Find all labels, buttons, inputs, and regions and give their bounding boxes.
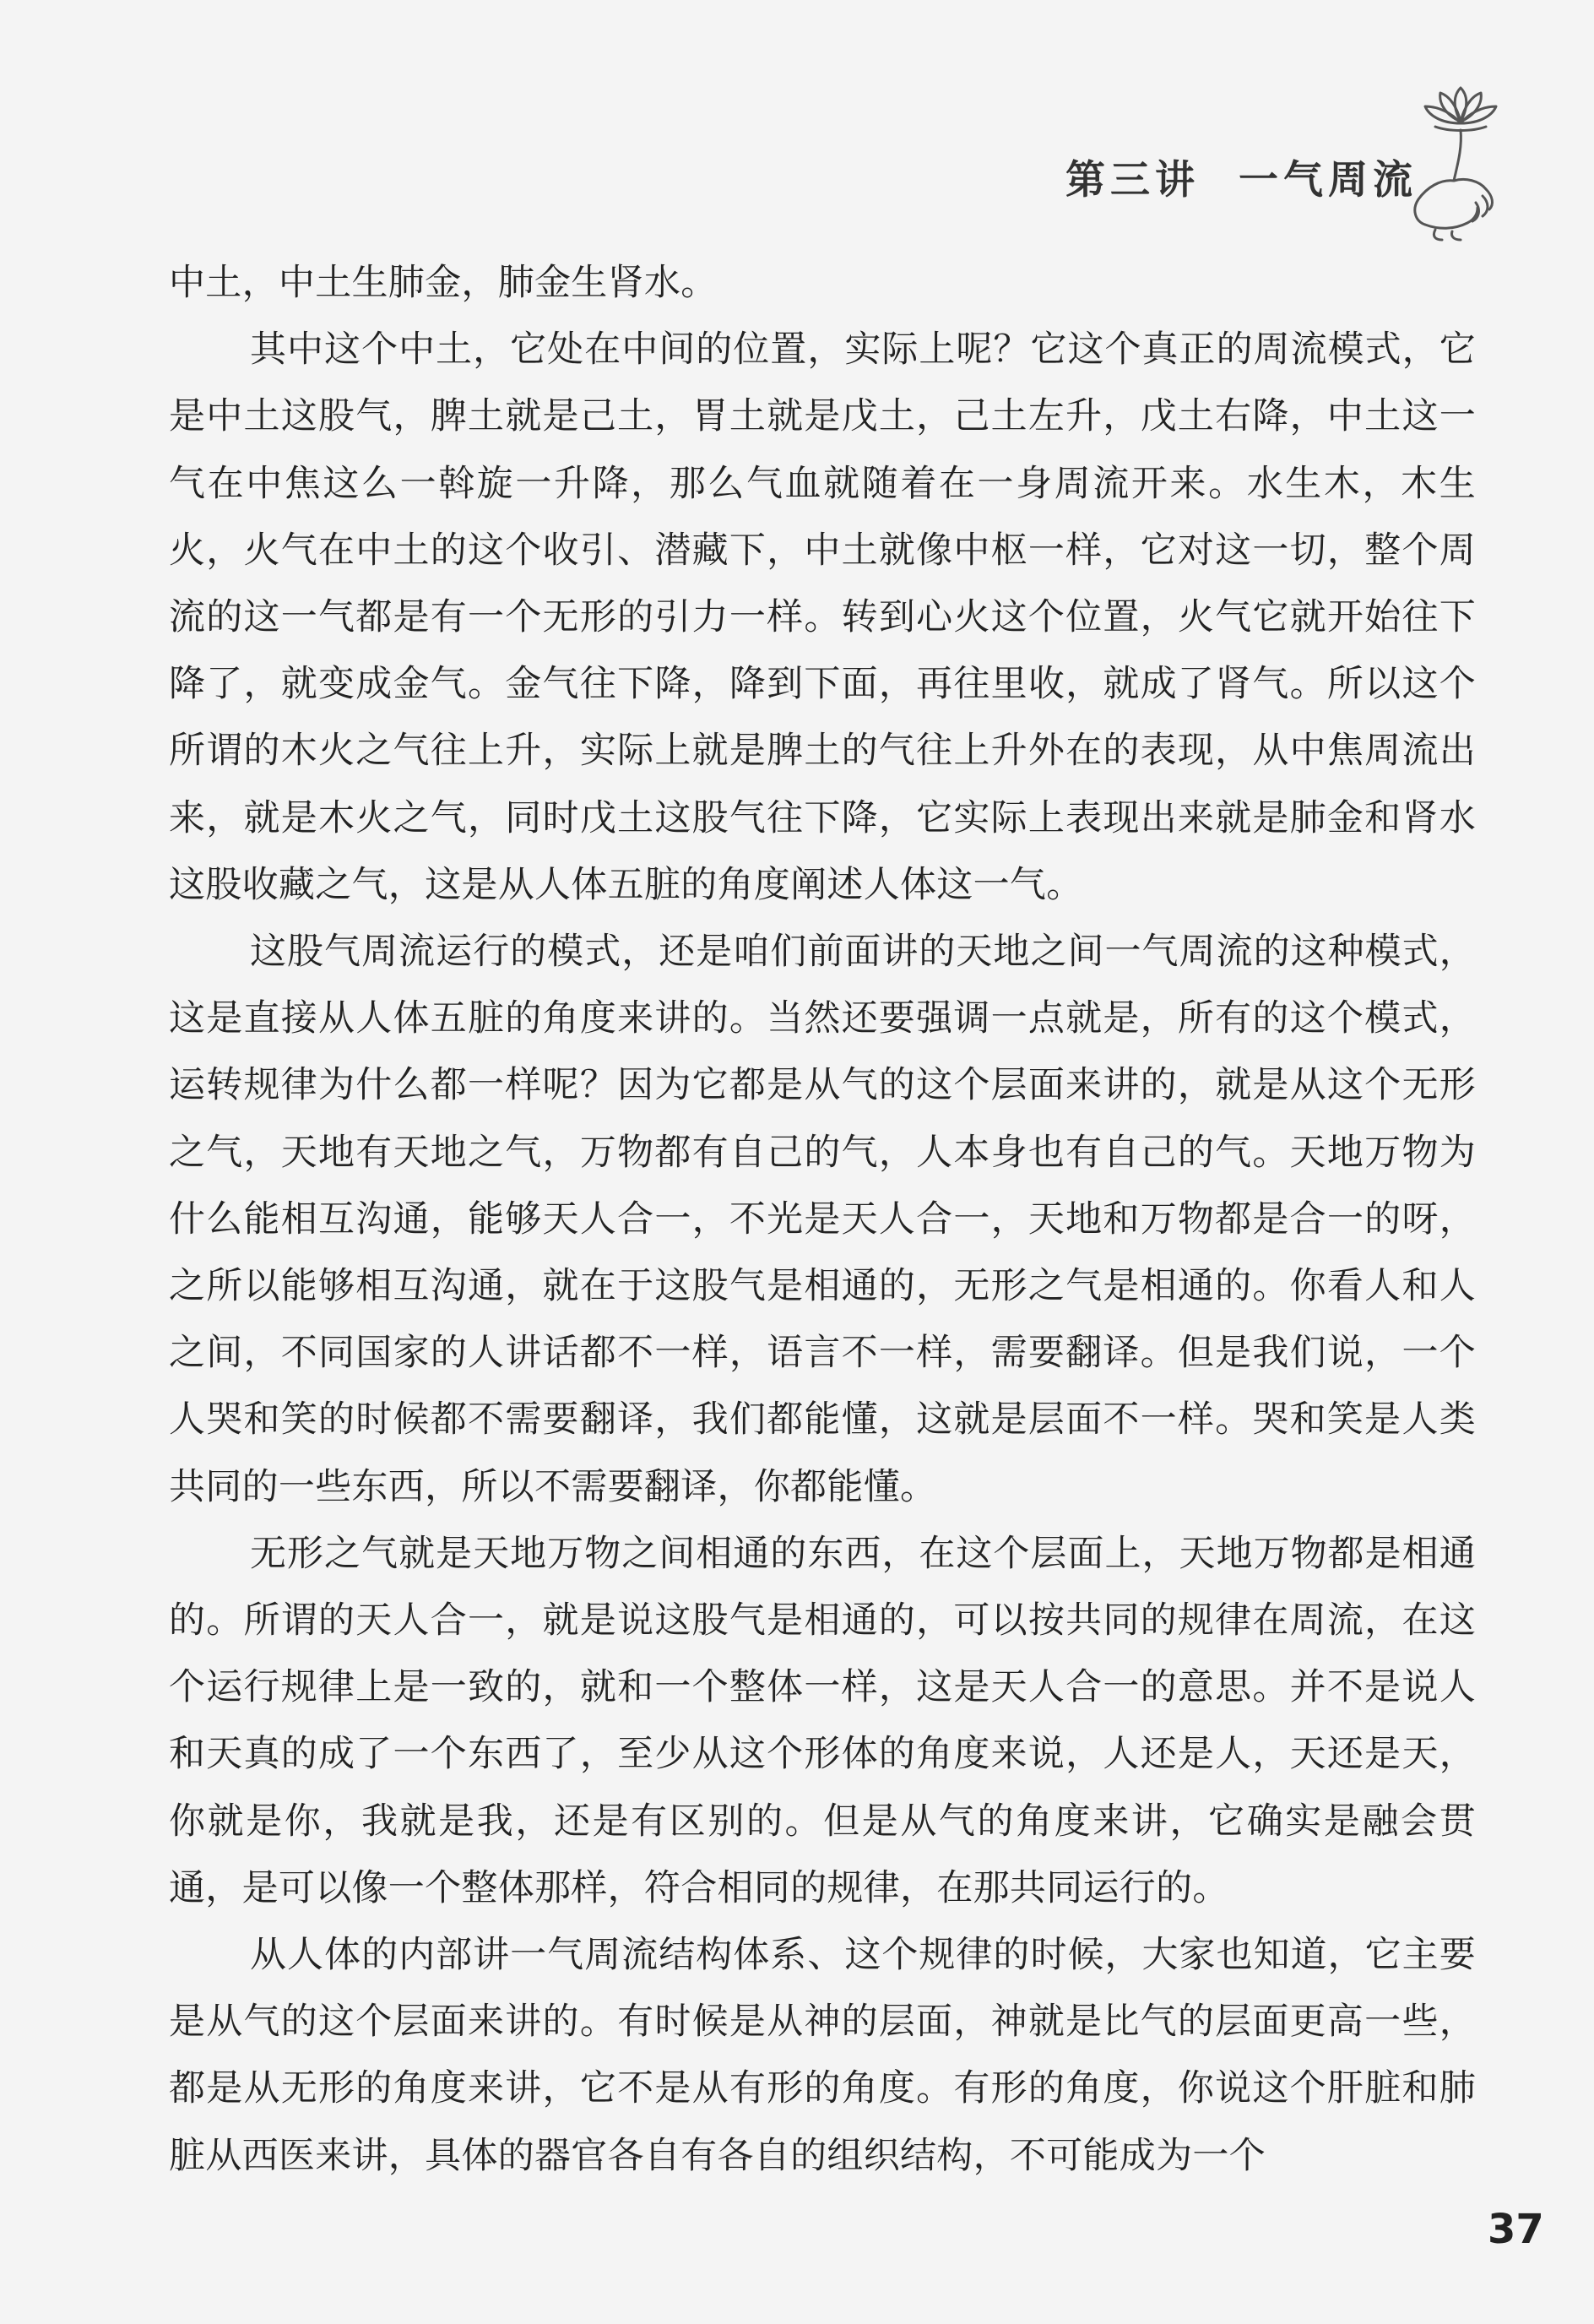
lecture-label: 第三讲 bbox=[1065, 157, 1200, 204]
paragraph-1: 中土，中土生肺金，肺金生肾水。 bbox=[169, 262, 718, 304]
page-number: 37 bbox=[1488, 2206, 1544, 2253]
hand-holding-lotus-icon bbox=[1402, 81, 1520, 242]
body-text bbox=[169, 250, 1476, 2190]
paragraph-3: 这股气周流运行的模式，还是咱们前面讲的天地之间一气周流的这种模式，这是直接从人体五脏的角度来讲的。当然还要强调一点就是，所有的这个模式，运转规律为什么都一样呢？因为它都是从气的这个层面来讲的，就是从这个无形之气，天地有天地之气，万物都有自己的气，人本身也有自己的气。天地万物为什么能相互沟通，能够天人合一，不光是天人合一，天地和万物都是合一的呀，之所以能够相互沟通，就在于这股气是相通的，无形之气是相通的。你看人和人之间，不同国家的人讲话都不一样，语言不一样，需要翻译。但是我们说，一个人哭和笑的时候都不需要翻译，我们都能懂，这就是层面不一样。哭和笑是人类共同的一些东西，所以不需要翻译，你都能懂。 bbox=[169, 931, 1476, 1508]
paragraph-2: 其中这个中土，它处在中间的位置，实际上呢？它这个真正的周流模式，它是中土这股气，脾土就是己土，胃土就是戊土，己土左升，戊土右降，中土这一气在中焦这么一斡旋一升降，那么气血就随着在一身周流开来。水生木，木生火，火气在中土的这个收引、潜藏下，中土就像中枢一样，它对这一切，整个周流的这一气都是有一个无形的引力一样。转到心火这个位置，火气它就开始往下降了，就变成金气。金气往下降，降到下面，再往里收，就成了肾气。所以这个所谓的木火之气往上升，实际上就是脾土的气往上升外在的表现，从中焦周流出来，就是木火之气，同时戊土这股气往下降，它实际上表现出来就是肺金和肾水这股收藏之气，这是从人体五脏的角度阐述人体这一气。 bbox=[169, 329, 1476, 906]
paragraph-5: 从人体的内部讲一气周流结构体系、这个规律的时候，大家也知道，它主要是从气的这个层面来讲的。有时候是从神的层面，神就是比气的层面更高一些，都是从无形的角度来讲，它不是从有形的角度。有形的角度，你说这个肝脏和肺脏从西医来讲，具体的器官各自有各自的组织结构，不可能成为一个 bbox=[169, 1934, 1476, 2177]
paragraph-4: 无形之气就是天地万物之间相通的东西，在这个层面上，天地万物都是相通的。所谓的天人合一，就是说这股气是相通的，可以按共同的规律在周流，在这个运行规律上是一致的，就和一个整体一样，这是天人合一的意思。并不是说人和天真的成了一个东西了，至少从这个形体的角度来说，人还是人，天还是天，你就是你，我就是我，还是有区别的。但是从气的角度来讲，它确实是融会贯通，是可以像一个整体那样，符合相同的规律，在那共同运行的。 bbox=[169, 1532, 1476, 1909]
chapter-title: 一气周流 bbox=[1239, 157, 1418, 204]
running-header bbox=[1065, 149, 1418, 205]
